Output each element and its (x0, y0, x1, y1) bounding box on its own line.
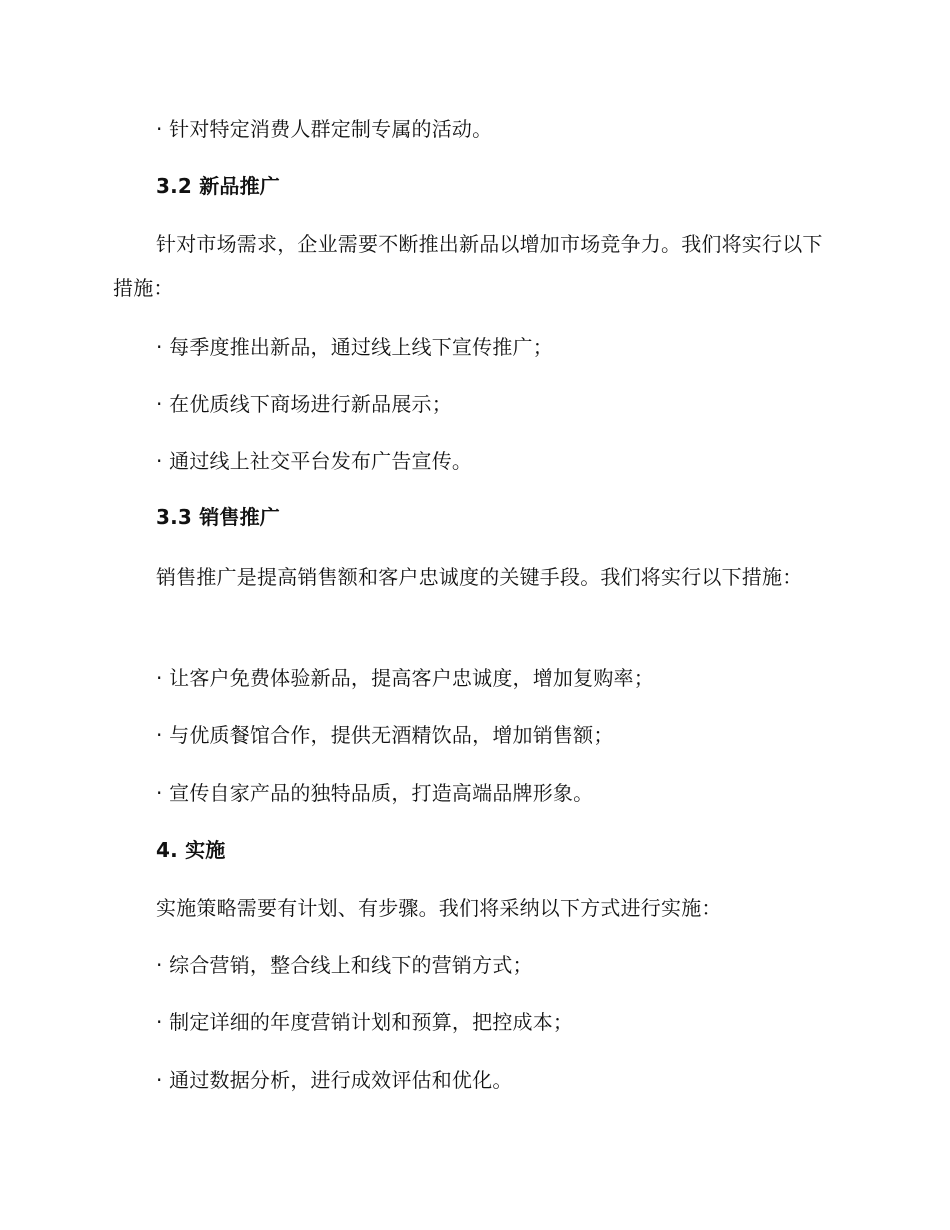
section-4-intro: 实施策略需要有计划、有步骤。我们将采纳以下方式进行实施： (156, 896, 722, 920)
section-3-3-intro: 销售推广是提高销售额和客户忠诚度的关键手段。我们将实行以下措施： (156, 565, 803, 589)
bullet-item: · 在优质线下商场进行新品展示； (156, 392, 452, 416)
bullet-item: · 与优质餐馆合作，提供无酒精饮品，增加销售额； (156, 723, 614, 747)
bullet-item: · 通过数据分析，进行成效评估和优化。 (156, 1068, 513, 1092)
bullet-item: · 制定详细的年度营销计划和预算，把控成本； (156, 1010, 574, 1034)
section-heading-3-3: 3.3 销售推广 (156, 505, 280, 529)
bullet-item: · 通过线上社交平台发布广告宣传。 (156, 449, 473, 473)
bullet-item: · 每季度推出新品，通过线上线下宣传推广； (156, 335, 553, 359)
section-3-2-intro: 针对市场需求，企业需要不断推出新品以增加市场竞争力。我们将实行以下措施： (113, 232, 823, 300)
bullet-item: · 针对特定消费人群定制专属的活动。 (156, 117, 493, 141)
bullet-item: · 让客户免费体验新品，提高客户忠诚度，增加复购率； (156, 666, 654, 690)
bullet-item: · 综合营销，整合线上和线下的营销方式； (156, 953, 533, 977)
section-heading-3-2: 3.2 新品推广 (156, 174, 280, 198)
section-heading-4: 4. 实施 (156, 838, 226, 862)
bullet-item: · 宣传自家产品的独特品质，打造高端品牌形象。 (156, 781, 594, 805)
